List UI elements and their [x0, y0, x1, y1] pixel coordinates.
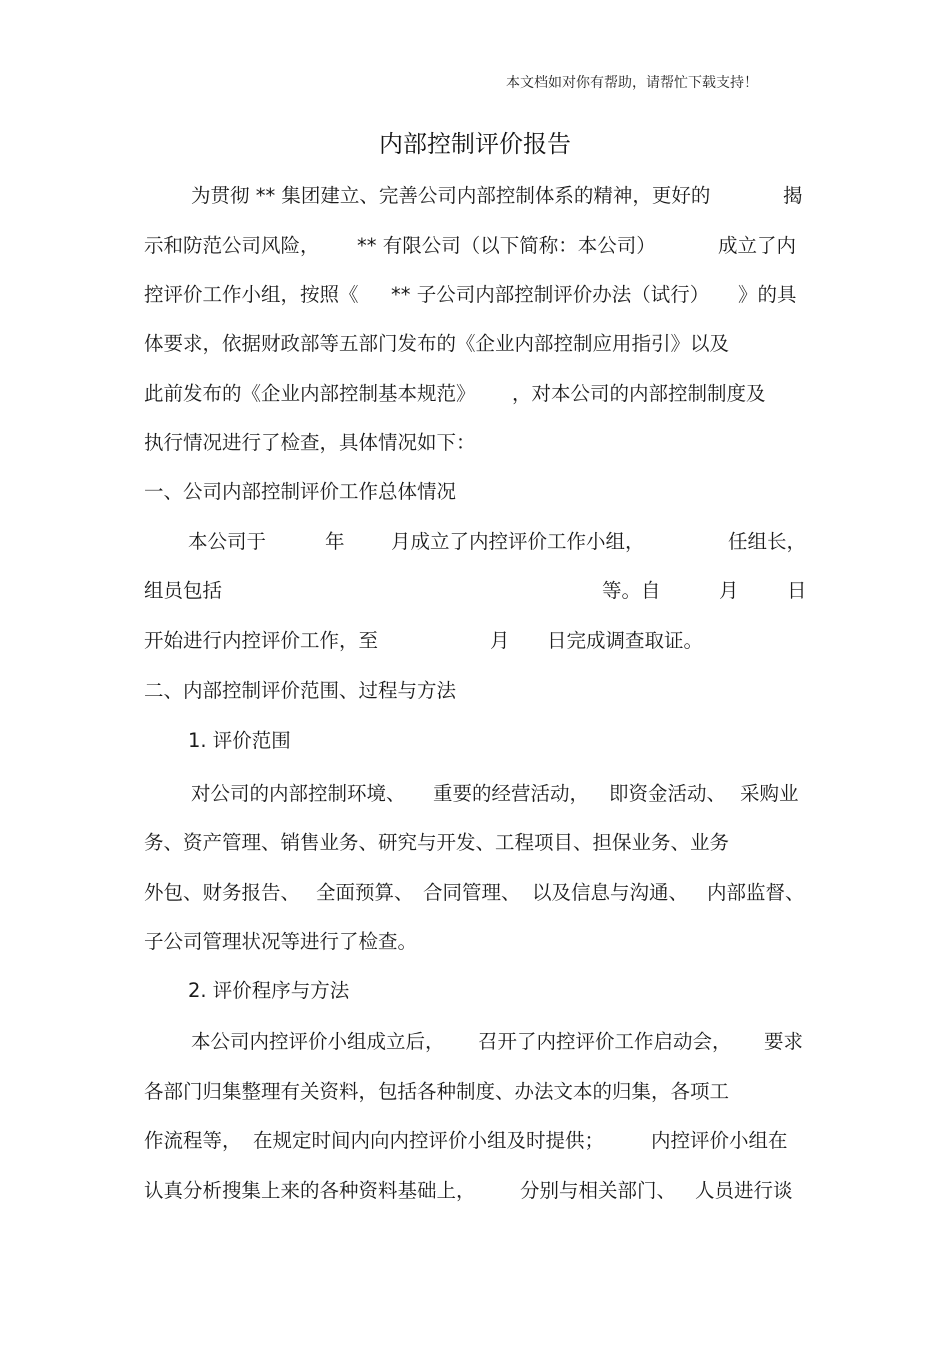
section-1-heading: 一、公司内部控制评价工作总体情况: [144, 480, 457, 503]
scope-text: 合同管理、: [423, 881, 521, 904]
section-1-text: 组员包括: [144, 579, 223, 602]
section-1-text: 等。自: [602, 579, 661, 602]
scope-text: 外包、财务报告、: [144, 881, 301, 904]
intro-line-6: 执行情况进行了检查，具体情况如下：: [144, 431, 476, 454]
intro-line-3: 控评价工作小组，按照《: [144, 283, 359, 306]
procedure-text: 人员进行谈: [695, 1179, 793, 1202]
section-1-text: 日完成调查取证。: [547, 629, 704, 652]
scope-text: 全面预算、: [316, 881, 414, 904]
procedure-text: 各部门归集整理有关资料，包括各种制度、办法文本的归集，各项工: [144, 1080, 730, 1103]
procedure-text: 作流程等，: [144, 1129, 242, 1152]
scope-text: 采购业: [740, 782, 799, 805]
intro-line-1: 为贯彻 ** 集团建立、完善公司内部控制体系的精神，更好的: [191, 184, 711, 207]
scope-text: 对公司的内部控制环境、: [191, 782, 406, 805]
scope-text: 重要的经营活动，: [433, 782, 590, 805]
scope-text: 以及信息与沟通、: [532, 881, 689, 904]
section-1-text: 开始进行内控评价工作，至: [144, 629, 379, 652]
section-1-text: 月成立了内控评价工作小组，: [391, 530, 645, 553]
subheading-procedure: 2. 评价程序与方法: [188, 979, 350, 1002]
subheading-scope: 1. 评价范围: [188, 729, 291, 752]
intro-line-3-end: 》的具: [738, 283, 797, 306]
scope-text: 即资金活动、: [609, 782, 727, 805]
procedure-text: 分别与相关部门、: [520, 1179, 677, 1202]
intro-line-5: 此前发布的《企业内部控制基本规范》: [144, 382, 476, 405]
section-1-text: 日: [787, 579, 807, 602]
document-title: 内部控制评价报告: [379, 130, 571, 158]
section-1-text: 月: [719, 579, 739, 602]
procedure-text: 内控评价小组在: [651, 1129, 788, 1152]
intro-line-2-end: 成立了内: [718, 234, 797, 257]
procedure-text: 认真分析搜集上来的各种资料基础上，: [144, 1179, 476, 1202]
scope-text: 内部监督、: [707, 881, 805, 904]
section-1-text: 年: [325, 530, 345, 553]
intro-line-3-mid: ** 子公司内部控制评价办法（试行）: [391, 283, 710, 306]
section-1-text: 本公司于: [188, 530, 267, 553]
intro-line-4: 体要求，依据财政部等五部门发布的《企业内部控制应用指引》以及: [144, 332, 730, 355]
header-note: 本文档如对你有帮助，请帮忙下载支持！: [506, 75, 758, 91]
section-1-text: 任组长，: [728, 530, 807, 553]
procedure-text: 在规定时间内向内控评价小组及时提供；: [253, 1129, 605, 1152]
procedure-text: 召开了内控评价工作启动会，: [478, 1030, 732, 1053]
intro-line-5-end: ，对本公司的内部控制制度及: [512, 382, 766, 405]
intro-line-1-end: 揭: [783, 184, 803, 207]
intro-line-2: 示和防范公司风险，: [144, 234, 320, 257]
intro-line-2-mid: ** 有限公司（以下简称：本公司）: [357, 234, 656, 257]
procedure-text: 要求: [764, 1030, 804, 1053]
scope-text: 务、资产管理、销售业务、研究与开发、工程项目、担保业务、业务: [144, 831, 730, 854]
scope-text: 子公司管理状况等进行了检查。: [144, 930, 418, 953]
procedure-text: 本公司内控评价小组成立后，: [191, 1030, 445, 1053]
section-1-text: 月: [490, 629, 510, 652]
section-2-heading: 二、内部控制评价范围、过程与方法: [144, 679, 457, 702]
